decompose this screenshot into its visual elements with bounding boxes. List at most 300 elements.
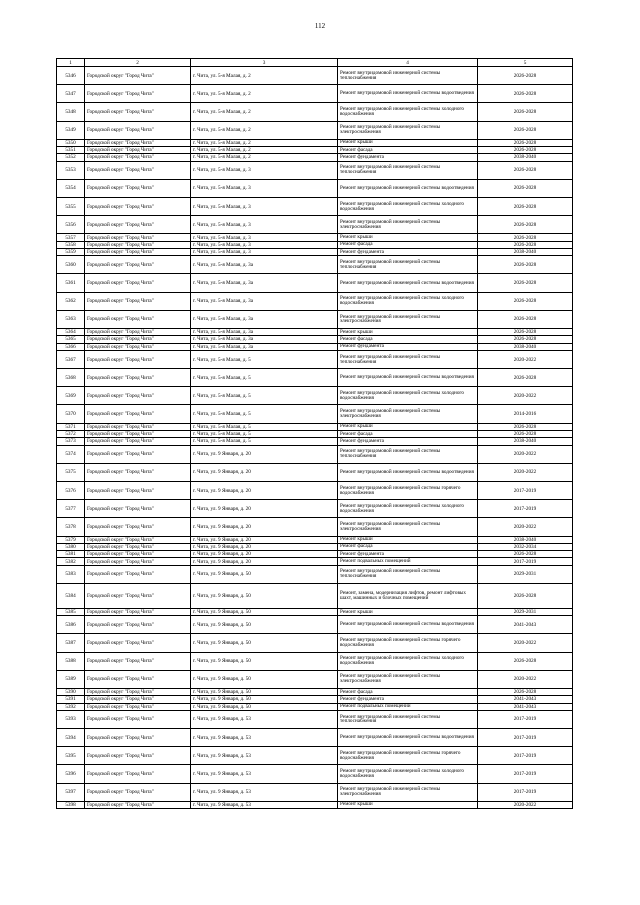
address-cell: г. Чита, ул. 9 Января, д. 50 (191, 583, 338, 608)
table-row (57, 423, 573, 430)
municipality-cell: Городской округ "Город Чита" (85, 256, 191, 274)
table-row (57, 154, 573, 161)
period-cell: 2032-2034 (478, 543, 573, 550)
period-cell: 2026-2028 (478, 274, 573, 292)
work-type-cell: Ремонт внутридомовой инженерной системы водоотведения (338, 179, 478, 197)
address-cell: г. Чита, ул. 5-я Малая, д. 3а (191, 310, 338, 328)
work-type-cell: Ремонт, замена, модернизация лифтов, ремонт лифтовых шахт, машинных и блочных помещений (338, 583, 478, 608)
address-cell: г. Чита, ул. 9 Января, д. 20 (191, 481, 338, 499)
work-type-cell: Ремонт внутридомовой инженерной системы холодного водоснабжения (338, 198, 478, 216)
municipality-cell: Городской округ "Город Чита" (85, 336, 191, 343)
row-number-cell: 5397 (57, 783, 85, 801)
row-number-cell: 5350 (57, 139, 85, 146)
municipality-cell: Городской округ "Город Чита" (85, 543, 191, 550)
municipality-cell: Городской округ "Город Чита" (85, 387, 191, 405)
table-row (57, 558, 573, 565)
address-cell: г. Чита, ул. 5-я Малая, д. 2 (191, 154, 338, 161)
work-type-cell: Ремонт внутридомовой инженерной системы теплоснабжения (338, 445, 478, 463)
municipality-cell: Городской округ "Город Чита" (85, 423, 191, 430)
table-row (57, 234, 573, 241)
address-cell: г. Чита, ул. 5-я Малая, д. 3а (191, 256, 338, 274)
work-type-cell: Ремонт внутридомовой инженерной системы холодного водоснабжения (338, 500, 478, 518)
address-cell: г. Чита, ул. 5-я Малая, д. 3 (191, 241, 338, 248)
work-type-cell: Ремонт внутридомовой инженерной системы электроснабжения (338, 216, 478, 234)
work-type-cell: Ремонт внутридомовой инженерной системы холодного водоснабжения (338, 292, 478, 310)
work-type-cell: Ремонт фундамента (338, 551, 478, 558)
address-cell: г. Чита, ул. 9 Января, д. 20 (191, 543, 338, 550)
period-cell: 2017-2019 (478, 558, 573, 565)
work-type-cell: Ремонт крыши (338, 608, 478, 615)
address-cell: г. Чита, ул. 5-я Малая, д. 2 (191, 103, 338, 121)
municipality-cell: Городской округ "Город Чита" (85, 765, 191, 783)
work-type-cell: Ремонт внутридомовой инженерной системы теплоснабжения (338, 350, 478, 368)
table-row (57, 445, 573, 463)
work-type-cell: Ремонт внутридомовой инженерной системы горячего водоснабжения (338, 634, 478, 652)
period-cell: 2026-2028 (478, 147, 573, 154)
address-cell: г. Чита, ул. 5-я Малая, д. 2 (191, 147, 338, 154)
work-type-cell: Ремонт внутридомовой инженерной системы электроснабжения (338, 121, 478, 139)
row-number-cell: 5377 (57, 500, 85, 518)
work-type-cell: Ремонт внутридомовой инженерной системы теплоснабжения (338, 710, 478, 728)
row-number-cell: 5375 (57, 463, 85, 481)
municipality-cell: Городской округ "Город Чита" (85, 103, 191, 121)
work-type-cell: Ремонт фундамента (338, 343, 478, 350)
column-number: 5 (478, 59, 573, 67)
table-row (57, 147, 573, 154)
row-number-cell: 5394 (57, 729, 85, 747)
table-row (57, 608, 573, 615)
period-cell: 2017-2019 (478, 710, 573, 728)
period-cell: 2038-2040 (478, 438, 573, 445)
work-type-cell: Ремонт крыши (338, 234, 478, 241)
row-number-cell: 5363 (57, 310, 85, 328)
row-number-cell: 5392 (57, 703, 85, 710)
table-row (57, 801, 573, 808)
row-number-cell: 5387 (57, 634, 85, 652)
period-cell: 2020-2022 (478, 670, 573, 688)
municipality-cell: Городской округ "Город Чита" (85, 783, 191, 801)
period-cell: 2026-2028 (478, 139, 573, 146)
work-type-cell: Ремонт внутридомовой инженерной системы водоотведения (338, 274, 478, 292)
period-cell: 2041-2043 (478, 696, 573, 703)
row-number-cell: 5379 (57, 536, 85, 543)
work-type-cell: Ремонт внутридомовой инженерной системы холодного водоснабжения (338, 652, 478, 670)
period-cell: 2026-2028 (478, 216, 573, 234)
row-number-cell: 5361 (57, 274, 85, 292)
work-type-cell: Ремонт фасада (338, 430, 478, 437)
address-cell: г. Чита, ул. 9 Января, д. 20 (191, 463, 338, 481)
municipality-cell: Городской округ "Город Чита" (85, 616, 191, 634)
address-cell: г. Чита, ул. 9 Января, д. 53 (191, 710, 338, 728)
period-cell: 2017-2019 (478, 783, 573, 801)
period-cell: 2026-2028 (478, 85, 573, 103)
municipality-cell: Городской округ "Город Чита" (85, 703, 191, 710)
work-type-cell: Ремонт внутридомовой инженерной системы водоотведения (338, 463, 478, 481)
period-cell: 2020-2022 (478, 387, 573, 405)
row-number-cell: 5386 (57, 616, 85, 634)
row-number-cell: 5372 (57, 430, 85, 437)
municipality-cell: Городской округ "Город Чита" (85, 147, 191, 154)
work-type-cell: Ремонт подвальных помещений (338, 558, 478, 565)
municipality-cell: Городской округ "Город Чита" (85, 463, 191, 481)
period-cell: 2026-2028 (478, 198, 573, 216)
municipality-cell: Городской округ "Город Чита" (85, 248, 191, 255)
row-number-cell: 5395 (57, 747, 85, 765)
row-number-cell: 5369 (57, 387, 85, 405)
address-cell: г. Чита, ул. 9 Января, д. 50 (191, 670, 338, 688)
period-cell: 2026-2028 (478, 423, 573, 430)
work-type-cell: Ремонт фундамента (338, 248, 478, 255)
address-cell: г. Чита, ул. 9 Января, д. 53 (191, 747, 338, 765)
table-row (57, 198, 573, 216)
address-cell: г. Чита, ул. 5-я Малая, д. 3 (191, 179, 338, 197)
address-cell: г. Чита, ул. 9 Января, д. 50 (191, 703, 338, 710)
table-row (57, 747, 573, 765)
municipality-cell: Городской округ "Город Чита" (85, 161, 191, 179)
table-row (57, 670, 573, 688)
period-cell: 2026-2028 (478, 161, 573, 179)
work-type-cell: Ремонт внутридомовой инженерной системы теплоснабжения (338, 67, 478, 85)
table-row (57, 703, 573, 710)
work-type-cell: Ремонт крыши (338, 423, 478, 430)
table-row (57, 543, 573, 550)
work-type-cell: Ремонт внутридомовой инженерной системы электроснабжения (338, 310, 478, 328)
period-cell: 2020-2022 (478, 634, 573, 652)
column-number: 2 (85, 59, 191, 67)
row-number-cell: 5353 (57, 161, 85, 179)
address-cell: г. Чита, ул. 5-я Малая, д. 2 (191, 139, 338, 146)
municipality-cell: Городской округ "Город Чита" (85, 292, 191, 310)
address-cell: г. Чита, ул. 9 Января, д. 53 (191, 729, 338, 747)
address-cell: г. Чита, ул. 9 Января, д. 50 (191, 608, 338, 615)
row-number-cell: 5362 (57, 292, 85, 310)
period-cell: 2026-2028 (478, 688, 573, 695)
table-row (57, 500, 573, 518)
address-cell: г. Чита, ул. 9 Января, д. 20 (191, 518, 338, 536)
table-row (57, 729, 573, 747)
page-number: 112 (314, 22, 326, 30)
municipality-cell: Городской округ "Город Чита" (85, 234, 191, 241)
municipality-cell: Городской округ "Город Чита" (85, 801, 191, 808)
work-type-cell: Ремонт внутридомовой инженерной системы теплоснабжения (338, 565, 478, 583)
row-number-cell: 5347 (57, 85, 85, 103)
work-type-cell: Ремонт фасада (338, 241, 478, 248)
table-row (57, 329, 573, 336)
address-cell: г. Чита, ул. 9 Января, д. 50 (191, 696, 338, 703)
row-number-cell: 5378 (57, 518, 85, 536)
period-cell: 2026-2028 (478, 551, 573, 558)
municipality-cell: Городской округ "Город Чита" (85, 343, 191, 350)
address-cell: г. Чита, ул. 9 Января, д. 20 (191, 445, 338, 463)
table-row (57, 85, 573, 103)
municipality-cell: Городской округ "Город Чита" (85, 565, 191, 583)
period-cell: 2020-2022 (478, 801, 573, 808)
table-row (57, 652, 573, 670)
work-type-cell: Ремонт крыши (338, 139, 478, 146)
work-type-cell: Ремонт внутридомовой инженерной системы водоотведения (338, 85, 478, 103)
work-type-cell: Ремонт фасада (338, 688, 478, 695)
table-row (57, 405, 573, 423)
repair-schedule-table (56, 58, 573, 809)
work-type-cell: Ремонт внутридомовой инженерной системы электроснабжения (338, 783, 478, 801)
row-number-cell: 5382 (57, 558, 85, 565)
row-number-cell: 5374 (57, 445, 85, 463)
address-cell: г. Чита, ул. 5-я Малая, д. 3 (191, 248, 338, 255)
period-cell: 2038-2040 (478, 248, 573, 255)
row-number-cell: 5384 (57, 583, 85, 608)
work-type-cell: Ремонт внутридомовой инженерной системы теплоснабжения (338, 161, 478, 179)
municipality-cell: Городской округ "Город Чита" (85, 154, 191, 161)
row-number-cell: 5364 (57, 329, 85, 336)
work-type-cell: Ремонт крыши (338, 801, 478, 808)
address-cell: г. Чита, ул. 5-я Малая, д. 3а (191, 292, 338, 310)
period-cell: 2017-2019 (478, 500, 573, 518)
row-number-cell: 5360 (57, 256, 85, 274)
row-number-cell: 5389 (57, 670, 85, 688)
period-cell: 2026-2028 (478, 292, 573, 310)
table-row (57, 161, 573, 179)
municipality-cell: Городской округ "Город Чита" (85, 405, 191, 423)
work-type-cell: Ремонт фасада (338, 543, 478, 550)
period-cell: 2026-2028 (478, 369, 573, 387)
municipality-cell: Городской округ "Город Чита" (85, 747, 191, 765)
work-type-cell: Ремонт внутридомовой инженерной системы теплоснабжения (338, 256, 478, 274)
period-cell: 2014-2016 (478, 405, 573, 423)
column-number: 3 (191, 59, 338, 67)
address-cell: г. Чита, ул. 9 Января, д. 50 (191, 565, 338, 583)
municipality-cell: Городской округ "Город Чита" (85, 430, 191, 437)
period-cell: 2017-2019 (478, 747, 573, 765)
municipality-cell: Городской округ "Город Чита" (85, 558, 191, 565)
period-cell: 2026-2028 (478, 652, 573, 670)
work-type-cell: Ремонт внутридомовой инженерной системы электроснабжения (338, 518, 478, 536)
table-row (57, 634, 573, 652)
table-row (57, 216, 573, 234)
table-row (57, 688, 573, 695)
address-cell: г. Чита, ул. 5-я Малая, д. 5 (191, 387, 338, 405)
work-type-cell: Ремонт внутридомовой инженерной системы горячего водоснабжения (338, 481, 478, 499)
table-row (57, 430, 573, 437)
work-type-cell: Ремонт внутридомовой инженерной системы холодного водоснабжения (338, 387, 478, 405)
table-row (57, 536, 573, 543)
work-type-cell: Ремонт крыши (338, 329, 478, 336)
period-cell: 2026-2028 (478, 329, 573, 336)
table-row (57, 343, 573, 350)
row-number-cell: 5349 (57, 121, 85, 139)
row-number-cell: 5396 (57, 765, 85, 783)
work-type-cell: Ремонт фундамента (338, 154, 478, 161)
period-cell: 2038-2040 (478, 536, 573, 543)
municipality-cell: Городской округ "Город Чита" (85, 438, 191, 445)
row-number-cell: 5398 (57, 801, 85, 808)
address-cell: г. Чита, ул. 5-я Малая, д. 2 (191, 121, 338, 139)
period-cell: 2026-2028 (478, 583, 573, 608)
row-number-cell: 5354 (57, 179, 85, 197)
address-cell: г. Чита, ул. 5-я Малая, д. 2 (191, 67, 338, 85)
municipality-cell: Городской округ "Город Чита" (85, 445, 191, 463)
municipality-cell: Городской округ "Город Чита" (85, 481, 191, 499)
table-row (57, 710, 573, 728)
work-type-cell: Ремонт фасада (338, 147, 478, 154)
table-row (57, 551, 573, 558)
work-type-cell: Ремонт внутридомовой инженерной системы водоотведения (338, 616, 478, 634)
work-type-cell: Ремонт фасада (338, 336, 478, 343)
municipality-cell: Городской округ "Город Чита" (85, 634, 191, 652)
work-type-cell: Ремонт внутридомовой инженерной системы электроснабжения (338, 405, 478, 423)
row-number-cell: 5351 (57, 147, 85, 154)
table-row (57, 387, 573, 405)
address-cell: г. Чита, ул. 9 Января, д. 20 (191, 500, 338, 518)
table-row (57, 438, 573, 445)
address-cell: г. Чита, ул. 5-я Малая, д. 5 (191, 438, 338, 445)
municipality-cell: Городской округ "Город Чита" (85, 310, 191, 328)
period-cell: 2026-2028 (478, 241, 573, 248)
work-type-cell: Ремонт фундамента (338, 438, 478, 445)
period-cell: 2026-2028 (478, 256, 573, 274)
table-row (57, 350, 573, 368)
table-row (57, 463, 573, 481)
address-cell: г. Чита, ул. 5-я Малая, д. 3а (191, 329, 338, 336)
column-number: 4 (338, 59, 478, 67)
period-cell: 2029-2031 (478, 565, 573, 583)
period-cell: 2026-2028 (478, 310, 573, 328)
table-row (57, 336, 573, 343)
municipality-cell: Городской округ "Город Чита" (85, 696, 191, 703)
address-cell: г. Чита, ул. 5-я Малая, д. 3 (191, 234, 338, 241)
row-number-cell: 5367 (57, 350, 85, 368)
row-number-cell: 5366 (57, 343, 85, 350)
municipality-cell: Городской округ "Город Чита" (85, 350, 191, 368)
row-number-cell: 5370 (57, 405, 85, 423)
row-number-cell: 5376 (57, 481, 85, 499)
municipality-cell: Городской округ "Город Чита" (85, 121, 191, 139)
address-cell: г. Чита, ул. 5-я Малая, д. 3а (191, 336, 338, 343)
row-number-cell: 5348 (57, 103, 85, 121)
address-cell: г. Чита, ул. 9 Января, д. 50 (191, 634, 338, 652)
municipality-cell: Городской округ "Город Чита" (85, 670, 191, 688)
work-type-cell: Ремонт внутридомовой инженерной системы электроснабжения (338, 670, 478, 688)
table-row (57, 121, 573, 139)
address-cell: г. Чита, ул. 5-я Малая, д. 3 (191, 198, 338, 216)
address-cell: г. Чита, ул. 9 Января, д. 53 (191, 765, 338, 783)
table-row (57, 696, 573, 703)
period-cell: 2017-2019 (478, 729, 573, 747)
address-cell: г. Чита, ул. 9 Января, д. 20 (191, 551, 338, 558)
period-cell: 2020-2022 (478, 445, 573, 463)
table-row (57, 139, 573, 146)
period-cell: 2017-2019 (478, 481, 573, 499)
municipality-cell: Городской округ "Город Чита" (85, 241, 191, 248)
work-type-cell: Ремонт крыши (338, 536, 478, 543)
row-number-cell: 5368 (57, 369, 85, 387)
period-cell: 2026-2028 (478, 179, 573, 197)
address-cell: г. Чита, ул. 5-я Малая, д. 5 (191, 369, 338, 387)
row-number-cell: 5356 (57, 216, 85, 234)
work-type-cell: Ремонт внутридомовой инженерной системы холодного водоснабжения (338, 103, 478, 121)
table-row (57, 179, 573, 197)
address-cell: г. Чита, ул. 5-я Малая, д. 2 (191, 85, 338, 103)
address-cell: г. Чита, ул. 5-я Малая, д. 5 (191, 423, 338, 430)
row-number-cell: 5373 (57, 438, 85, 445)
work-type-cell: Ремонт внутридомовой инженерной системы горячего водоснабжения (338, 747, 478, 765)
municipality-cell: Городской округ "Город Чита" (85, 369, 191, 387)
period-cell: 2020-2022 (478, 350, 573, 368)
address-cell: г. Чита, ул. 9 Января, д. 53 (191, 801, 338, 808)
period-cell: 2026-2028 (478, 234, 573, 241)
municipality-cell: Городской округ "Город Чита" (85, 198, 191, 216)
row-number-cell: 5390 (57, 688, 85, 695)
address-cell: г. Чита, ул. 9 Января, д. 20 (191, 536, 338, 543)
work-type-cell: Ремонт внутридомовой инженерной системы водоотведения (338, 369, 478, 387)
row-number-cell: 5380 (57, 543, 85, 550)
municipality-cell: Городской округ "Город Чита" (85, 583, 191, 608)
row-number-cell: 5355 (57, 198, 85, 216)
table-row (57, 518, 573, 536)
period-cell: 2038-2040 (478, 343, 573, 350)
address-cell: г. Чита, ул. 5-я Малая, д. 3а (191, 274, 338, 292)
period-cell: 2038-2040 (478, 154, 573, 161)
address-cell: г. Чита, ул. 9 Января, д. 20 (191, 558, 338, 565)
row-number-cell: 5371 (57, 423, 85, 430)
table-row (57, 310, 573, 328)
row-number-cell: 5393 (57, 710, 85, 728)
column-number-row (57, 59, 573, 67)
work-type-cell: Ремонт внутридомовой инженерной системы водоотведения (338, 729, 478, 747)
row-number-cell: 5385 (57, 608, 85, 615)
row-number-cell: 5352 (57, 154, 85, 161)
address-cell: г. Чита, ул. 5-я Малая, д. 3а (191, 343, 338, 350)
work-type-cell: Ремонт внутридомовой инженерной системы холодного водоснабжения (338, 765, 478, 783)
address-cell: г. Чита, ул. 9 Января, д. 50 (191, 652, 338, 670)
period-cell: 2026-2028 (478, 430, 573, 437)
municipality-cell: Городской округ "Город Чита" (85, 67, 191, 85)
period-cell: 2017-2019 (478, 765, 573, 783)
row-number-cell: 5383 (57, 565, 85, 583)
row-number-cell: 5381 (57, 551, 85, 558)
address-cell: г. Чита, ул. 5-я Малая, д. 5 (191, 350, 338, 368)
period-cell: 2041-2043 (478, 616, 573, 634)
table-row (57, 274, 573, 292)
municipality-cell: Городской округ "Город Чита" (85, 518, 191, 536)
address-cell: г. Чита, ул. 9 Января, д. 50 (191, 616, 338, 634)
row-number-cell: 5391 (57, 696, 85, 703)
municipality-cell: Городской округ "Город Чита" (85, 536, 191, 543)
table-row (57, 583, 573, 608)
municipality-cell: Городской округ "Город Чита" (85, 710, 191, 728)
municipality-cell: Городской округ "Город Чита" (85, 551, 191, 558)
address-cell: г. Чита, ул. 9 Января, д. 53 (191, 783, 338, 801)
address-cell: г. Чита, ул. 5-я Малая, д. 5 (191, 405, 338, 423)
period-cell: 2020-2022 (478, 518, 573, 536)
table-row (57, 783, 573, 801)
table-row (57, 765, 573, 783)
period-cell: 2026-2028 (478, 121, 573, 139)
municipality-cell: Городской округ "Город Чита" (85, 85, 191, 103)
row-number-cell: 5358 (57, 241, 85, 248)
table-row (57, 67, 573, 85)
period-cell: 2029-2031 (478, 608, 573, 615)
work-type-cell: Ремонт фундамента (338, 696, 478, 703)
table-row (57, 256, 573, 274)
table-row (57, 248, 573, 255)
municipality-cell: Городской округ "Город Чита" (85, 329, 191, 336)
municipality-cell: Городской округ "Город Чита" (85, 652, 191, 670)
table-row (57, 292, 573, 310)
municipality-cell: Городской округ "Город Чита" (85, 729, 191, 747)
address-cell: г. Чита, ул. 5-я Малая, д. 5 (191, 430, 338, 437)
period-cell: 2041-2043 (478, 703, 573, 710)
table-row (57, 481, 573, 499)
